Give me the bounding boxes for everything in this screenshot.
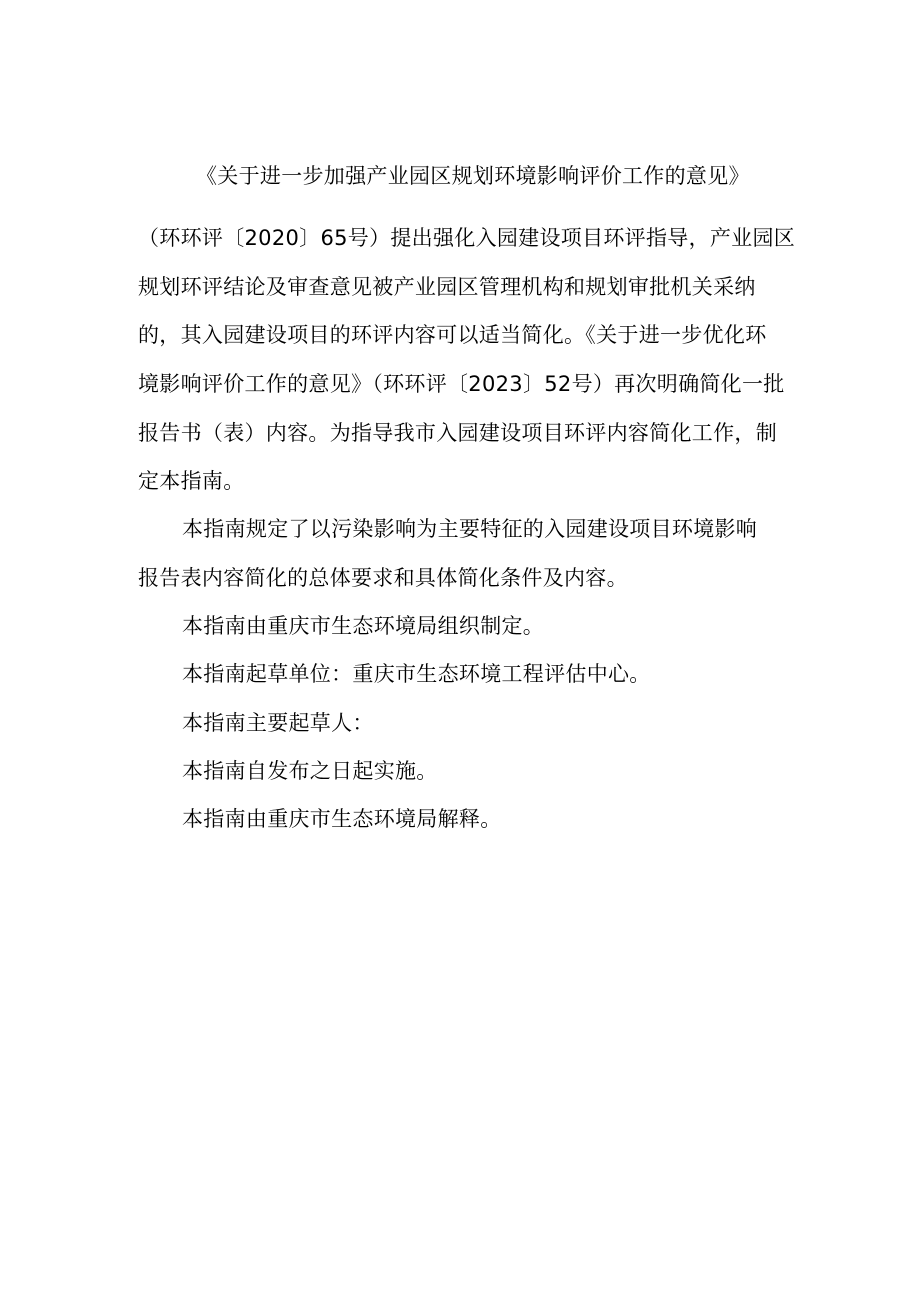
intro-line: 境影响评价工作的意见》（环环评〔2023〕52号）再次明确简化一批 <box>138 372 785 396</box>
statement-effective-date: 本指南自发布之日起实施。 <box>182 759 438 783</box>
intro-line: 报告书（表）内容。为指导我市入园建设项目环评内容简化工作，制 <box>138 421 777 445</box>
intro-line: 定本指南。 <box>138 469 245 493</box>
intro-line: 的，其入园建设项目的环评内容可以适当简化。《关于进一步优化环 <box>138 323 767 347</box>
statement-organizer: 本指南由重庆市生态环境局组织制定。 <box>182 614 545 638</box>
intro-line: （环环评〔2020〕65号）提出强化入园建设项目环评指导，产业园区 <box>138 226 796 250</box>
scope-line: 报告表内容简化的总体要求和具体简化条件及内容。 <box>138 566 628 590</box>
statement-drafting-unit: 本指南起草单位：重庆市生态环境工程评估中心。 <box>182 662 651 686</box>
intro-line: 规划环评结论及审查意见被产业园区管理机构和规划审批机关采纳 <box>138 275 756 299</box>
scope-line: 本指南规定了以污染影响为主要特征的入园建设项目环境影响 <box>182 517 758 541</box>
statement-drafters: 本指南主要起草人： <box>182 711 374 735</box>
intro-line: 《关于进一步加强产业园区规划环境影响评价工作的意见》 <box>196 164 750 188</box>
statement-interpretation: 本指南由重庆市生态环境局解释。 <box>182 807 502 831</box>
